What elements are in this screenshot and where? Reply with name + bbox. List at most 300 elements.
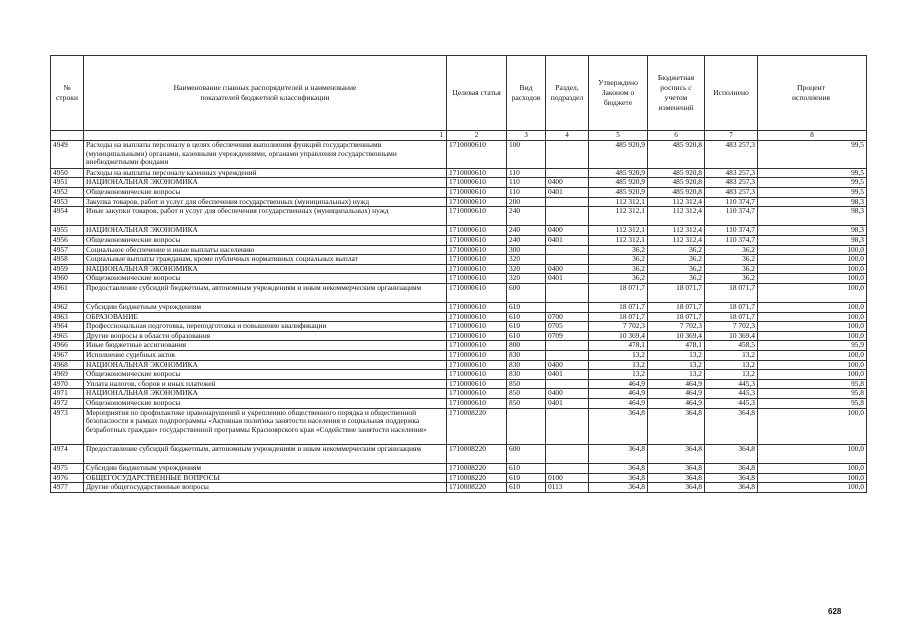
row-section: 0400: [546, 389, 589, 399]
row-name: Иные бюджетные ассигнования: [84, 341, 447, 351]
row-name: НАЦИОНАЛЬНАЯ ЭКОНОМИКА: [84, 226, 447, 236]
row-name: Общеэкономические вопросы: [84, 399, 447, 409]
row-executed: 18 071,7: [705, 283, 758, 302]
row-percent: 100,0: [758, 312, 867, 322]
table-row: [51, 178, 867, 188]
row-budget-list: 112 312,4: [648, 207, 705, 226]
row-number: 4968: [51, 360, 84, 370]
row-approved: 364,8: [589, 408, 648, 444]
row-percent: 100,0: [758, 264, 867, 274]
row-name: Субсидии бюджетным учреждениям: [84, 464, 447, 474]
row-number: 4971: [51, 389, 84, 399]
row-expense-type: 110: [507, 187, 546, 197]
row-percent: 100,0: [758, 464, 867, 474]
row-number: 4953: [51, 197, 84, 207]
row-budget-list: 36,2: [648, 245, 705, 255]
table-row: [51, 331, 867, 341]
row-section: [546, 141, 589, 169]
row-section: 0705: [546, 322, 589, 332]
row-target-article: 1710000610: [447, 379, 507, 389]
row-budget-list: 485 920,8: [648, 141, 705, 169]
table-row: [51, 303, 867, 313]
row-percent: 100,0: [758, 408, 867, 444]
budget-execution-table: [50, 55, 867, 493]
row-number: 4970: [51, 379, 84, 389]
row-budget-list: 13,2: [648, 370, 705, 380]
table-row: [51, 445, 867, 464]
budget-report-sheet: [50, 55, 866, 493]
row-executed: 445,3: [705, 389, 758, 399]
row-percent: 95,9: [758, 341, 867, 351]
row-percent: 100,0: [758, 331, 867, 341]
row-number: 4964: [51, 322, 84, 332]
row-expense-type: 240: [507, 235, 546, 245]
row-executed: 110 374,7: [705, 226, 758, 236]
row-number: 4958: [51, 255, 84, 265]
row-expense-type: 600: [507, 283, 546, 302]
table-row: [51, 207, 867, 226]
column-number: 5: [589, 131, 648, 141]
row-section: 0400: [546, 178, 589, 188]
row-percent: 98,3: [758, 226, 867, 236]
row-number: 4959: [51, 264, 84, 274]
column-number: 6: [648, 131, 705, 141]
row-expense-type: 610: [507, 473, 546, 483]
row-percent: 99,5: [758, 168, 867, 178]
row-expense-type: 240: [507, 207, 546, 226]
row-percent: 100,0: [758, 245, 867, 255]
row-budget-list: 36,2: [648, 264, 705, 274]
table-row: [51, 408, 867, 444]
row-budget-list: 364,8: [648, 408, 705, 444]
row-budget-list: 478,1: [648, 341, 705, 351]
row-executed: 458,5: [705, 341, 758, 351]
row-number: 4967: [51, 351, 84, 361]
row-budget-list: 464,9: [648, 379, 705, 389]
table-row: [51, 322, 867, 332]
table-row: [51, 235, 867, 245]
row-section: [546, 379, 589, 389]
row-approved: 18 071,7: [589, 303, 648, 313]
row-number: 4972: [51, 399, 84, 409]
column-number: 7: [705, 131, 758, 141]
row-expense-type: 300: [507, 245, 546, 255]
row-executed: 364,8: [705, 445, 758, 464]
row-expense-type: 610: [507, 303, 546, 313]
row-percent: 99,5: [758, 141, 867, 169]
row-percent: 100,0: [758, 473, 867, 483]
row-name: Другие вопросы в области образования: [84, 331, 447, 341]
column-number: [51, 131, 84, 141]
row-approved: 112 312,1: [589, 207, 648, 226]
row-executed: 483 257,3: [705, 141, 758, 169]
row-expense-type: 320: [507, 264, 546, 274]
row-percent: 100,0: [758, 360, 867, 370]
row-executed: 7 702,3: [705, 322, 758, 332]
row-section: [546, 464, 589, 474]
row-expense-type: 110: [507, 168, 546, 178]
row-target-article: 1710000610: [447, 274, 507, 284]
row-percent: 95,8: [758, 399, 867, 409]
header-budget-list: Бюджетная роспись с учетом изменений: [648, 56, 705, 131]
row-approved: 18 071,7: [589, 312, 648, 322]
row-target-article: 1710000610: [447, 312, 507, 322]
row-executed: 10 369,4: [705, 331, 758, 341]
row-target-article: 1710000610: [447, 197, 507, 207]
table-row: [51, 379, 867, 389]
table-row: [51, 360, 867, 370]
row-executed: 36,2: [705, 264, 758, 274]
row-approved: 13,2: [589, 351, 648, 361]
row-number: 4949: [51, 141, 84, 169]
table-header-row: [51, 56, 867, 131]
header-expense-type: Вид расходов: [507, 56, 546, 131]
row-name: Общеэкономические вопросы: [84, 370, 447, 380]
row-name: Общеэкономические вопросы: [84, 274, 447, 284]
table-row: [51, 141, 867, 169]
table-row: [51, 389, 867, 399]
row-expense-type: 200: [507, 197, 546, 207]
row-target-article: 1710000610: [447, 303, 507, 313]
row-number: 4966: [51, 341, 84, 351]
row-number: 4969: [51, 370, 84, 380]
row-approved: 112 312,1: [589, 226, 648, 236]
row-percent: 98,3: [758, 235, 867, 245]
table-row: [51, 341, 867, 351]
row-approved: 478,1: [589, 341, 648, 351]
row-name: Мероприятия по профилактике правонарушений и укреплению общественного порядка и общественной безопасности в рамках подпрограммы «Активная политика занятости населения и социальная поддержка безработных граждан» государственной программы Красноярского края «Содействие занятости населения»: [84, 408, 447, 444]
row-target-article: 1710008220: [447, 483, 507, 493]
row-approved: 485 920,9: [589, 141, 648, 169]
row-percent: 98,3: [758, 197, 867, 207]
row-section: 0400: [546, 264, 589, 274]
row-target-article: 1710000610: [447, 264, 507, 274]
row-expense-type: 320: [507, 255, 546, 265]
header-approved: Утверждено Законом о бюджете: [589, 56, 648, 131]
row-expense-type: 610: [507, 331, 546, 341]
row-budget-list: 364,8: [648, 483, 705, 493]
row-name: Социальное обеспечение и иные выплаты населению: [84, 245, 447, 255]
row-approved: 485 920,9: [589, 178, 648, 188]
row-percent: 100,0: [758, 255, 867, 265]
header-row-number: № строки: [51, 56, 84, 131]
row-expense-type: 100: [507, 141, 546, 169]
row-executed: 13,2: [705, 351, 758, 361]
row-number: 4975: [51, 464, 84, 474]
row-number: 4965: [51, 331, 84, 341]
header-executed: Исполнено: [705, 56, 758, 131]
row-budget-list: 18 071,7: [648, 283, 705, 302]
row-executed: 364,8: [705, 408, 758, 444]
row-executed: 364,8: [705, 464, 758, 474]
row-percent: 99,5: [758, 178, 867, 188]
row-name: Исполнение судебных актов: [84, 351, 447, 361]
row-number: 4955: [51, 226, 84, 236]
row-budget-list: 485 920,8: [648, 168, 705, 178]
row-section: [546, 168, 589, 178]
row-approved: 36,2: [589, 245, 648, 255]
row-expense-type: 850: [507, 389, 546, 399]
row-section: 0401: [546, 235, 589, 245]
row-name: Социальные выплаты гражданам, кроме публичных нормативных социальных выплат: [84, 255, 447, 265]
row-approved: 485 920,9: [589, 187, 648, 197]
row-number: 4977: [51, 483, 84, 493]
row-expense-type: 110: [507, 178, 546, 188]
row-section: 0401: [546, 370, 589, 380]
row-target-article: 1710000610: [447, 255, 507, 265]
table-row: [51, 483, 867, 493]
row-budget-list: 464,9: [648, 399, 705, 409]
row-expense-type: 240: [507, 226, 546, 236]
row-executed: 18 071,7: [705, 303, 758, 313]
row-target-article: 1710000610: [447, 226, 507, 236]
row-name: НАЦИОНАЛЬНАЯ ЭКОНОМИКА: [84, 360, 447, 370]
row-target-article: 1710000610: [447, 322, 507, 332]
row-executed: 445,3: [705, 399, 758, 409]
row-executed: 110 374,7: [705, 207, 758, 226]
row-percent: 100,0: [758, 274, 867, 284]
row-percent: 100,0: [758, 370, 867, 380]
row-approved: 13,2: [589, 370, 648, 380]
row-section: [546, 245, 589, 255]
row-executed: 483 257,3: [705, 168, 758, 178]
row-budget-list: 18 071,7: [648, 303, 705, 313]
table-row: [51, 255, 867, 265]
row-target-article: 1710000610: [447, 207, 507, 226]
row-expense-type: 610: [507, 322, 546, 332]
row-expense-type: 830: [507, 351, 546, 361]
row-section: 0709: [546, 331, 589, 341]
row-approved: 464,9: [589, 399, 648, 409]
row-number: 4951: [51, 178, 84, 188]
row-target-article: 1710000610: [447, 168, 507, 178]
row-budget-list: 112 312,4: [648, 226, 705, 236]
row-target-article: 1710000610: [447, 351, 507, 361]
row-section: 0100: [546, 473, 589, 483]
row-executed: 364,8: [705, 473, 758, 483]
row-number: 4962: [51, 303, 84, 313]
row-number: 4952: [51, 187, 84, 197]
row-budget-list: 364,8: [648, 464, 705, 474]
table-row: [51, 197, 867, 207]
row-expense-type: 830: [507, 360, 546, 370]
header-percent: Процент исполнения: [758, 56, 867, 131]
table-row: [51, 283, 867, 302]
row-section: 0400: [546, 360, 589, 370]
row-name: Профессиональная подготовка, переподготовка и повышение квалификации: [84, 322, 447, 332]
row-budget-list: 364,8: [648, 473, 705, 483]
row-name: НАЦИОНАЛЬНАЯ ЭКОНОМИКА: [84, 264, 447, 274]
row-approved: 464,9: [589, 379, 648, 389]
row-section: 0401: [546, 274, 589, 284]
row-approved: 364,8: [589, 464, 648, 474]
row-expense-type: 610: [507, 312, 546, 322]
row-percent: 100,0: [758, 483, 867, 493]
row-target-article: 1710000610: [447, 341, 507, 351]
row-percent: 95,8: [758, 379, 867, 389]
row-expense-type: 800: [507, 341, 546, 351]
row-approved: 18 071,7: [589, 283, 648, 302]
row-expense-type: [507, 408, 546, 444]
row-number: 4973: [51, 408, 84, 444]
row-expense-type: 600: [507, 445, 546, 464]
row-target-article: 1710000610: [447, 187, 507, 197]
row-number: 4957: [51, 245, 84, 255]
row-approved: 36,2: [589, 274, 648, 284]
row-expense-type: 610: [507, 464, 546, 474]
row-budget-list: 36,2: [648, 255, 705, 265]
table-row: [51, 464, 867, 474]
table-row: [51, 245, 867, 255]
row-name: ОБЩЕГОСУДАРСТВЕННЫЕ ВОПРОСЫ: [84, 473, 447, 483]
row-name: Субсидии бюджетным учреждениям: [84, 303, 447, 313]
row-budget-list: 464,9: [648, 389, 705, 399]
row-approved: 13,2: [589, 360, 648, 370]
row-expense-type: 830: [507, 370, 546, 380]
row-executed: 110 374,7: [705, 235, 758, 245]
row-budget-list: 36,2: [648, 274, 705, 284]
row-target-article: 1710000610: [447, 399, 507, 409]
row-budget-list: 364,8: [648, 445, 705, 464]
row-name: Расходы на выплаты персоналу в целях обеспечения выполнения функций государственными (муниципальными) органами, казенными учреждениями, органами управления государственными внебюджетными фондами: [84, 141, 447, 169]
row-section: [546, 283, 589, 302]
row-percent: 100,0: [758, 303, 867, 313]
row-expense-type: 850: [507, 379, 546, 389]
row-expense-type: 610: [507, 483, 546, 493]
row-percent: 95,8: [758, 389, 867, 399]
header-section: Раздел, подраздел: [546, 56, 589, 131]
row-number: 4976: [51, 473, 84, 483]
row-target-article: 1710000610: [447, 331, 507, 341]
row-expense-type: 850: [507, 399, 546, 409]
row-name: Общеэкономические вопросы: [84, 187, 447, 197]
row-section: 0401: [546, 399, 589, 409]
row-approved: 7 702,3: [589, 322, 648, 332]
row-target-article: 1710008220: [447, 408, 507, 444]
row-executed: 13,2: [705, 360, 758, 370]
row-budget-list: 112 312,4: [648, 197, 705, 207]
row-expense-type: 320: [507, 274, 546, 284]
row-section: 0700: [546, 312, 589, 322]
row-budget-list: 13,2: [648, 351, 705, 361]
row-budget-list: 485 920,8: [648, 178, 705, 188]
row-section: 0401: [546, 187, 589, 197]
row-name: Предоставление субсидий бюджетным, автономным учреждениям и иным некоммерческим организациям: [84, 445, 447, 464]
row-target-article: 1710008220: [447, 445, 507, 464]
column-number: 2: [447, 131, 507, 141]
row-number: 4950: [51, 168, 84, 178]
row-approved: 10 369,4: [589, 331, 648, 341]
row-percent: 100,0: [758, 322, 867, 332]
row-number: 4961: [51, 283, 84, 302]
row-executed: 18 071,7: [705, 312, 758, 322]
column-number: 3: [507, 131, 546, 141]
row-name: Иные закупки товаров, работ и услуг для обеспечения государственных (муниципальных) нужд: [84, 207, 447, 226]
table-row: [51, 473, 867, 483]
row-percent: 100,0: [758, 445, 867, 464]
row-executed: 483 257,3: [705, 187, 758, 197]
row-number: 4974: [51, 445, 84, 464]
header-name: Наименование главных распорядителей и наименование показателей бюджетной классификации: [84, 56, 447, 131]
column-number: 4: [546, 131, 589, 141]
row-name: Предоставление субсидий бюджетным, автономным учреждениям и иным некоммерческим организациям: [84, 283, 447, 302]
row-executed: 36,2: [705, 255, 758, 265]
column-number: 1: [84, 131, 447, 141]
row-executed: 13,2: [705, 370, 758, 380]
row-name: Закупка товаров, работ и услуг для обеспечения государственных (муниципальных) нужд: [84, 197, 447, 207]
row-number: 4960: [51, 274, 84, 284]
table-row: [51, 399, 867, 409]
row-budget-list: 7 702,3: [648, 322, 705, 332]
row-target-article: 1710000610: [447, 370, 507, 380]
row-approved: 485 920,9: [589, 168, 648, 178]
row-target-article: 1710000610: [447, 389, 507, 399]
row-target-article: 1710000610: [447, 245, 507, 255]
row-approved: 36,2: [589, 264, 648, 274]
row-target-article: 1710008220: [447, 473, 507, 483]
row-approved: 112 312,1: [589, 197, 648, 207]
column-number-row: [51, 131, 867, 141]
row-name: НАЦИОНАЛЬНАЯ ЭКОНОМИКА: [84, 178, 447, 188]
row-budget-list: 112 312,4: [648, 235, 705, 245]
row-section: [546, 207, 589, 226]
row-executed: 364,8: [705, 483, 758, 493]
row-percent: 100,0: [758, 283, 867, 302]
row-section: [546, 408, 589, 444]
row-section: 0113: [546, 483, 589, 493]
table-row: [51, 226, 867, 236]
row-section: [546, 341, 589, 351]
table-row: [51, 312, 867, 322]
row-executed: 36,2: [705, 274, 758, 284]
row-approved: 364,8: [589, 445, 648, 464]
row-name: Расходы на выплаты персоналу казенных учреждений: [84, 168, 447, 178]
column-number: 8: [758, 131, 867, 141]
row-number: 4963: [51, 312, 84, 322]
row-name: ОБРАЗОВАНИЕ: [84, 312, 447, 322]
row-name: НАЦИОНАЛЬНАЯ ЭКОНОМИКА: [84, 389, 447, 399]
table-row: [51, 264, 867, 274]
row-percent: 99,5: [758, 187, 867, 197]
row-target-article: 1710000610: [447, 235, 507, 245]
page-number: 628: [828, 607, 842, 616]
row-approved: 464,9: [589, 389, 648, 399]
row-section: 0400: [546, 226, 589, 236]
row-executed: 445,3: [705, 379, 758, 389]
table-row: [51, 168, 867, 178]
table-row: [51, 370, 867, 380]
row-name: Общеэкономические вопросы: [84, 235, 447, 245]
row-budget-list: 485 920,8: [648, 187, 705, 197]
row-approved: 36,2: [589, 255, 648, 265]
row-percent: 100,0: [758, 351, 867, 361]
row-name: Уплата налогов, сборов и иных платежей: [84, 379, 447, 389]
row-percent: 98,3: [758, 207, 867, 226]
row-number: 4954: [51, 207, 84, 226]
row-section: [546, 255, 589, 265]
row-budget-list: 13,2: [648, 360, 705, 370]
table-row: [51, 274, 867, 284]
row-target-article: 1710000610: [447, 283, 507, 302]
row-budget-list: 10 369,4: [648, 331, 705, 341]
row-executed: 36,2: [705, 245, 758, 255]
row-name: Другие общегосударственные вопросы: [84, 483, 447, 493]
row-section: [546, 197, 589, 207]
header-target-article: Целевая статья: [447, 56, 507, 131]
row-section: [546, 351, 589, 361]
row-approved: 112 312,1: [589, 235, 648, 245]
row-target-article: 1710000610: [447, 141, 507, 169]
